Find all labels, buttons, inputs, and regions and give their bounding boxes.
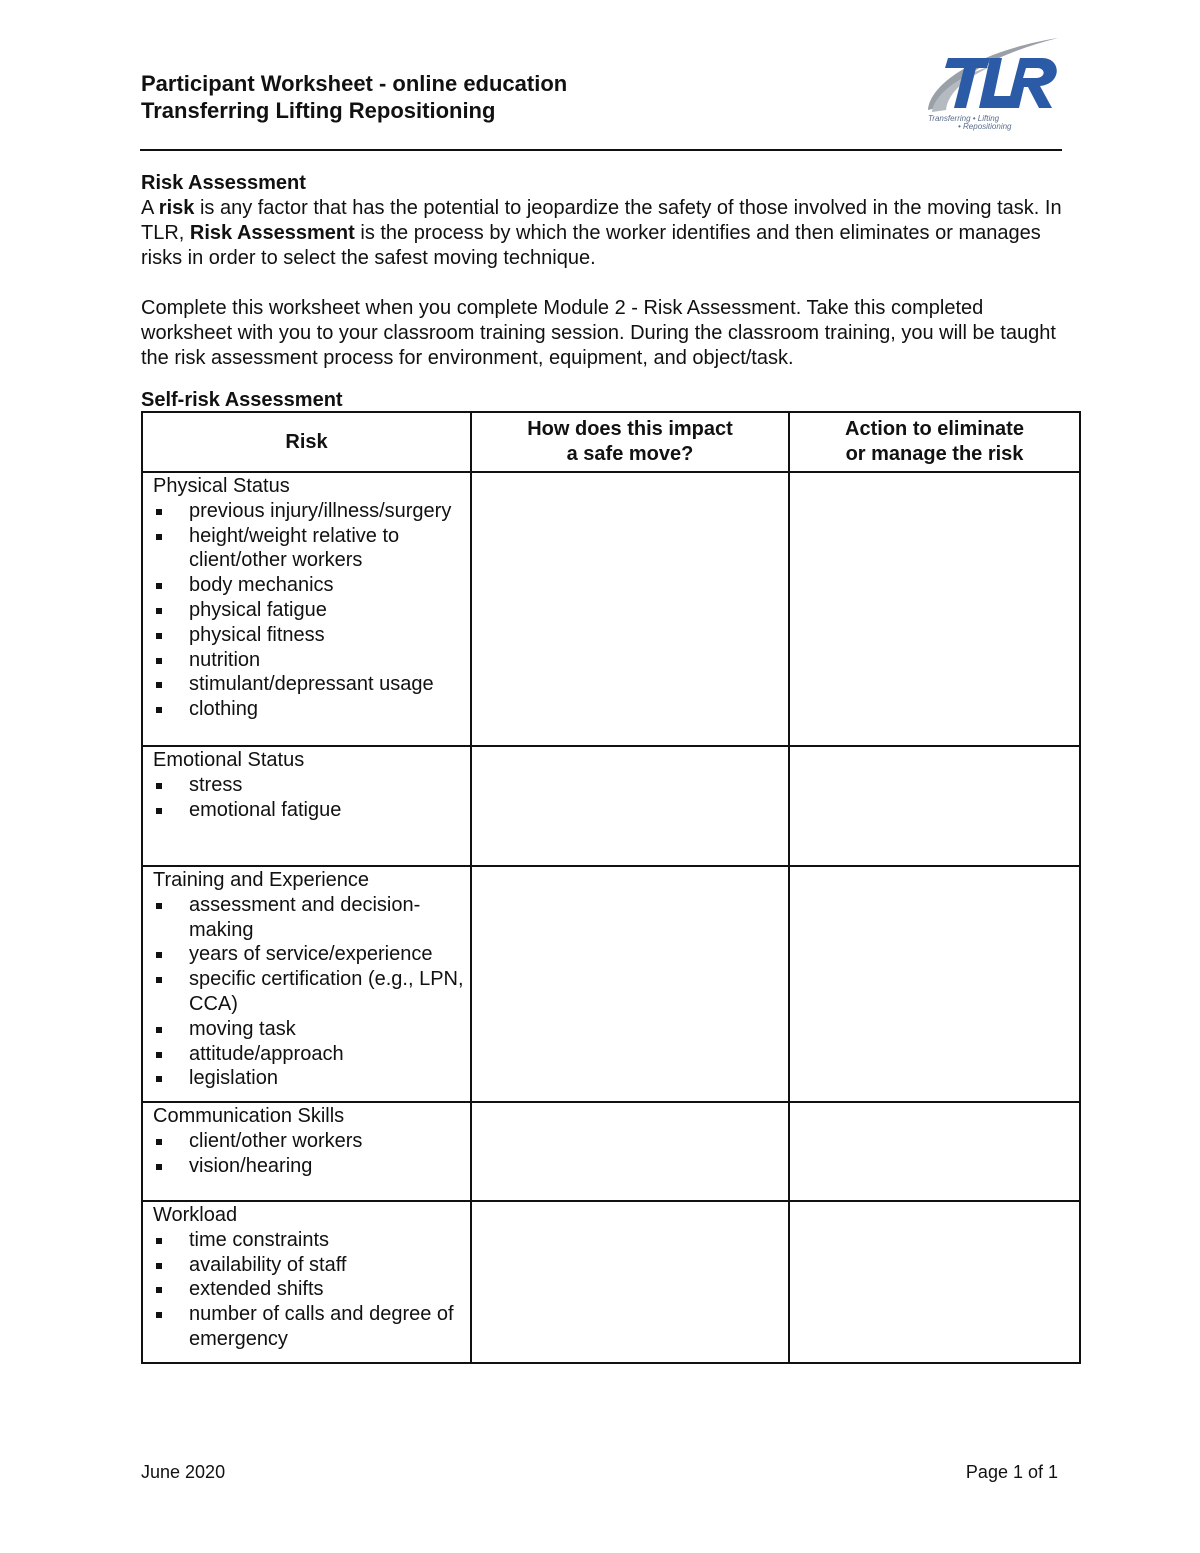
action-entry-cell[interactable] — [789, 1201, 1080, 1363]
risk-item: specific certification (e.g., LPN, CCA) — [153, 967, 464, 1017]
action-entry-cell[interactable] — [789, 866, 1080, 1102]
risk-item: vision/hearing — [153, 1154, 464, 1179]
risk-item-list — [153, 773, 464, 823]
risk-item: legislation — [153, 1066, 464, 1091]
text-run: is the process by which the worker identifies and then eliminates or manages risks in order to select the safest moving technique. — [141, 222, 1041, 269]
risk-item: body mechanics — [153, 573, 464, 598]
risk-item-list — [153, 1228, 464, 1352]
footer-date: June 2020 — [141, 1462, 226, 1482]
table-row — [142, 1102, 1080, 1201]
text-run: A — [141, 197, 159, 219]
table-header-row — [142, 412, 1080, 472]
risk-item: number of calls and degree of emergency — [153, 1302, 464, 1352]
table-row — [142, 1201, 1080, 1363]
text-run: is any factor that has the potential to jeopardize the safety of those involved in the moving task. In TLR, — [141, 197, 1062, 244]
risk-item: physical fitness — [153, 623, 464, 648]
impact-entry-cell[interactable] — [471, 472, 789, 746]
risk-item: stimulant/depressant usage — [153, 672, 464, 697]
intro-section — [141, 171, 1066, 371]
risk-item: stress — [153, 773, 464, 798]
risk-item: moving task — [153, 1017, 464, 1042]
risk-item: physical fatigue — [153, 598, 464, 623]
action-entry-cell[interactable] — [789, 472, 1080, 746]
table-row — [142, 746, 1080, 866]
risk-item: time constraints — [153, 1228, 464, 1253]
header-risk: Risk — [142, 412, 471, 472]
header-line-1: Participant Worksheet - online education — [141, 71, 568, 96]
logo-tagline-1: Transferring • Lifting — [928, 114, 1000, 123]
risk-category: Emotional Status — [153, 749, 305, 771]
impact-entry-cell[interactable] — [471, 1201, 789, 1363]
header-action: Action to eliminate or manage the risk — [789, 412, 1080, 472]
risk-item-list — [153, 893, 464, 1091]
impact-entry-cell[interactable] — [471, 866, 789, 1102]
paragraph-spacer — [141, 271, 1066, 296]
impact-entry-cell[interactable] — [471, 746, 789, 866]
header-divider — [140, 149, 1062, 151]
risk-category: Communication Skills — [153, 1105, 345, 1127]
risk-item-list — [153, 1129, 464, 1179]
risk-item: emotional fatigue — [153, 798, 464, 823]
risk-cell — [142, 472, 471, 746]
risk-cell — [142, 1102, 471, 1201]
logo-tagline-2: • Repositioning — [958, 122, 1012, 131]
risk-item: years of service/experience — [153, 942, 464, 967]
self-risk-assessment-table — [141, 411, 1081, 1364]
table-title: Self-risk Assessment — [141, 389, 343, 411]
section-heading-risk-assessment: Risk Assessment — [141, 172, 306, 194]
risk-item: height/weight relative to client/other workers — [153, 524, 464, 574]
header-impact: How does this impact a safe move? — [471, 412, 789, 472]
table-row — [142, 472, 1080, 746]
risk-category: Physical Status — [153, 475, 290, 497]
risk-item: previous injury/illness/surgery — [153, 499, 464, 524]
risk-item-list — [153, 499, 464, 722]
risk-cell — [142, 866, 471, 1102]
table-row — [142, 866, 1080, 1102]
intro-paragraph-1 — [141, 196, 1066, 271]
risk-category: Workload — [153, 1204, 238, 1226]
impact-entry-cell[interactable] — [471, 1102, 789, 1201]
risk-category: Training and Experience — [153, 869, 370, 891]
table-body — [142, 472, 1080, 1363]
risk-cell — [142, 1201, 471, 1363]
risk-item: clothing — [153, 697, 464, 722]
header-line-2: Transferring Lifting Repositioning — [141, 98, 496, 123]
risk-item: extended shifts — [153, 1277, 464, 1302]
intro-paragraph-2: Complete this worksheet when you complete Module 2 - Risk Assessment. Take this completed worksheet with you to your classroom training session. During the classroom training, you will be taught the risk assessment process for environment, equipment, and object/task. — [141, 297, 1056, 369]
risk-item: client/other workers — [153, 1129, 464, 1154]
action-entry-cell[interactable] — [789, 1102, 1080, 1201]
bold-term-risk: risk — [158, 197, 195, 219]
risk-item: availability of staff — [153, 1253, 464, 1278]
footer-page-number: Page 1 of 1 — [965, 1462, 1058, 1482]
action-entry-cell[interactable] — [789, 746, 1080, 866]
bold-term-risk-assessment: Risk Assessment — [189, 222, 355, 244]
risk-item: nutrition — [153, 648, 464, 673]
risk-item: assessment and decision-making — [153, 893, 464, 943]
risk-item: attitude/approach — [153, 1042, 464, 1067]
risk-cell — [142, 746, 471, 866]
document-header — [141, 70, 567, 124]
